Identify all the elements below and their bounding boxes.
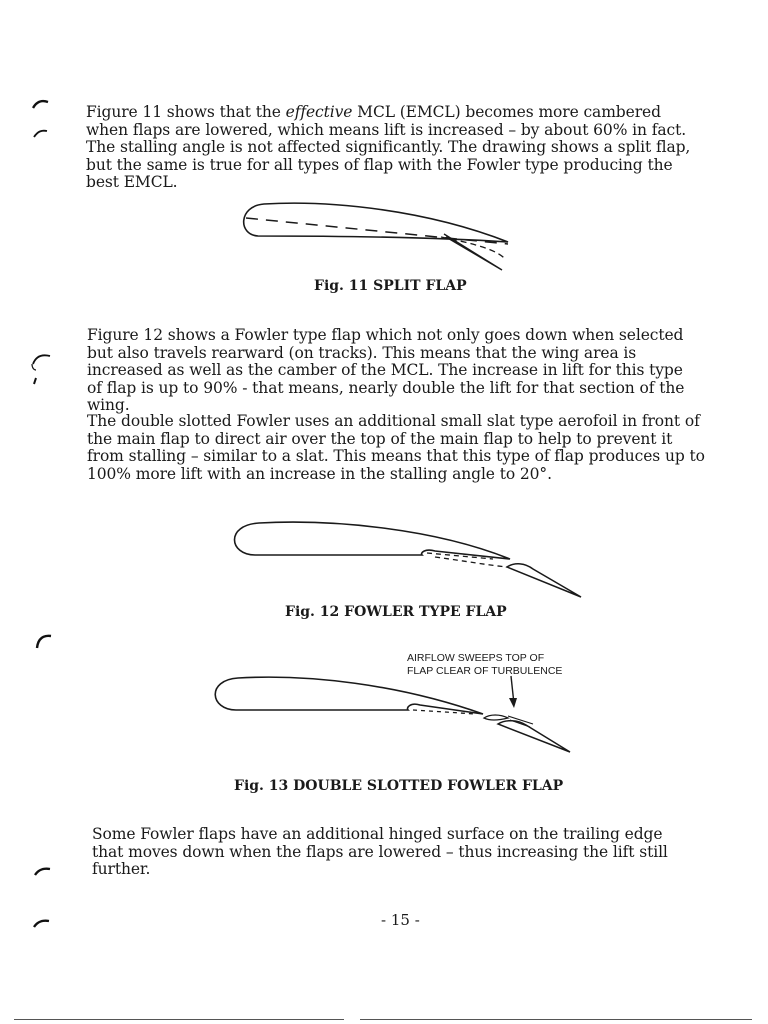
page-number: - 15 - — [381, 911, 420, 929]
airflow-annotation-line-2: FLAP CLEAR OF TURBULENCE — [407, 664, 563, 677]
paragraph-fowler: Figure 12 shows a Fowler type flap which not only goes down when selected but also travels rearward (on tracks). This means that the wing area is increased as well as the camber of the MCL. The increase in lift for this type of flap is up to 90% - that means, nearly double the lift for that section of the wing. — [87, 326, 685, 415]
scan-mark-4 — [34, 632, 52, 662]
double-slotted-airfoil-outline — [215, 677, 483, 714]
fig-11-caption: Fig. 11 SPLIT FLAP — [314, 278, 467, 294]
fowler-airfoil-outline — [235, 522, 511, 559]
scan-mark-6 — [33, 917, 51, 929]
split-flap-airfoil-outline — [244, 203, 508, 242]
scan-mark-3 — [30, 352, 52, 386]
fig-12-caption: Fig. 12 FOWLER TYPE FLAP — [285, 604, 507, 620]
slot-airflow-lines — [508, 716, 533, 727]
bottom-rule-left — [14, 1019, 344, 1020]
vane-element — [484, 715, 508, 720]
main-flap-element — [498, 721, 570, 752]
scan-mark-5 — [34, 865, 52, 877]
paragraph-emcl — [86, 104, 696, 192]
airflow-annotation-line-1: AIRFLOW SWEEPS TOP OF — [407, 652, 545, 664]
scan-mark-2 — [33, 128, 49, 138]
emphasis-effective: effective — [285, 103, 353, 121]
double-slotted-fowler-diagram — [208, 670, 578, 760]
fig-13-caption: Fig. 13 DOUBLE SLOTTED FOWLER FLAP — [234, 778, 564, 794]
scan-mark-1 — [32, 98, 50, 110]
annotation-arrowhead — [509, 698, 517, 708]
split-flap-mcl — [246, 218, 508, 244]
paragraph-1-lead: Figure 11 shows that the — [86, 103, 286, 121]
paragraph-hinged-surface: Some Fowler flaps have an additional hinged surface on the trailing edge that moves down when the flaps are lowered – thus increasing the lift still further. — [92, 825, 668, 879]
bottom-rule-right — [360, 1019, 752, 1020]
paragraph-double-slotted: The double slotted Fowler uses an additional small slat type aerofoil in front of the main flap to direct air over the top of the main flap to help to prevent it from stalling – similar to a slat. This means that this type of flap produces up to 100% more lift with an increase in the stalling angle to 20°. — [87, 412, 705, 483]
paragraph-1-rest: MCL (EMCL) becomes more cambered when flaps are lowered, which means lift is increased – by about 60% in fact. The stalling angle is not affected significantly. The drawing shows a split flap, but the same is true for all types of flap with the Fowler type producing the best EMCL. — [86, 103, 691, 192]
split-flap-diagram — [236, 196, 521, 276]
fowler-flap-diagram — [225, 515, 590, 605]
fowler-flap-element — [507, 564, 581, 597]
